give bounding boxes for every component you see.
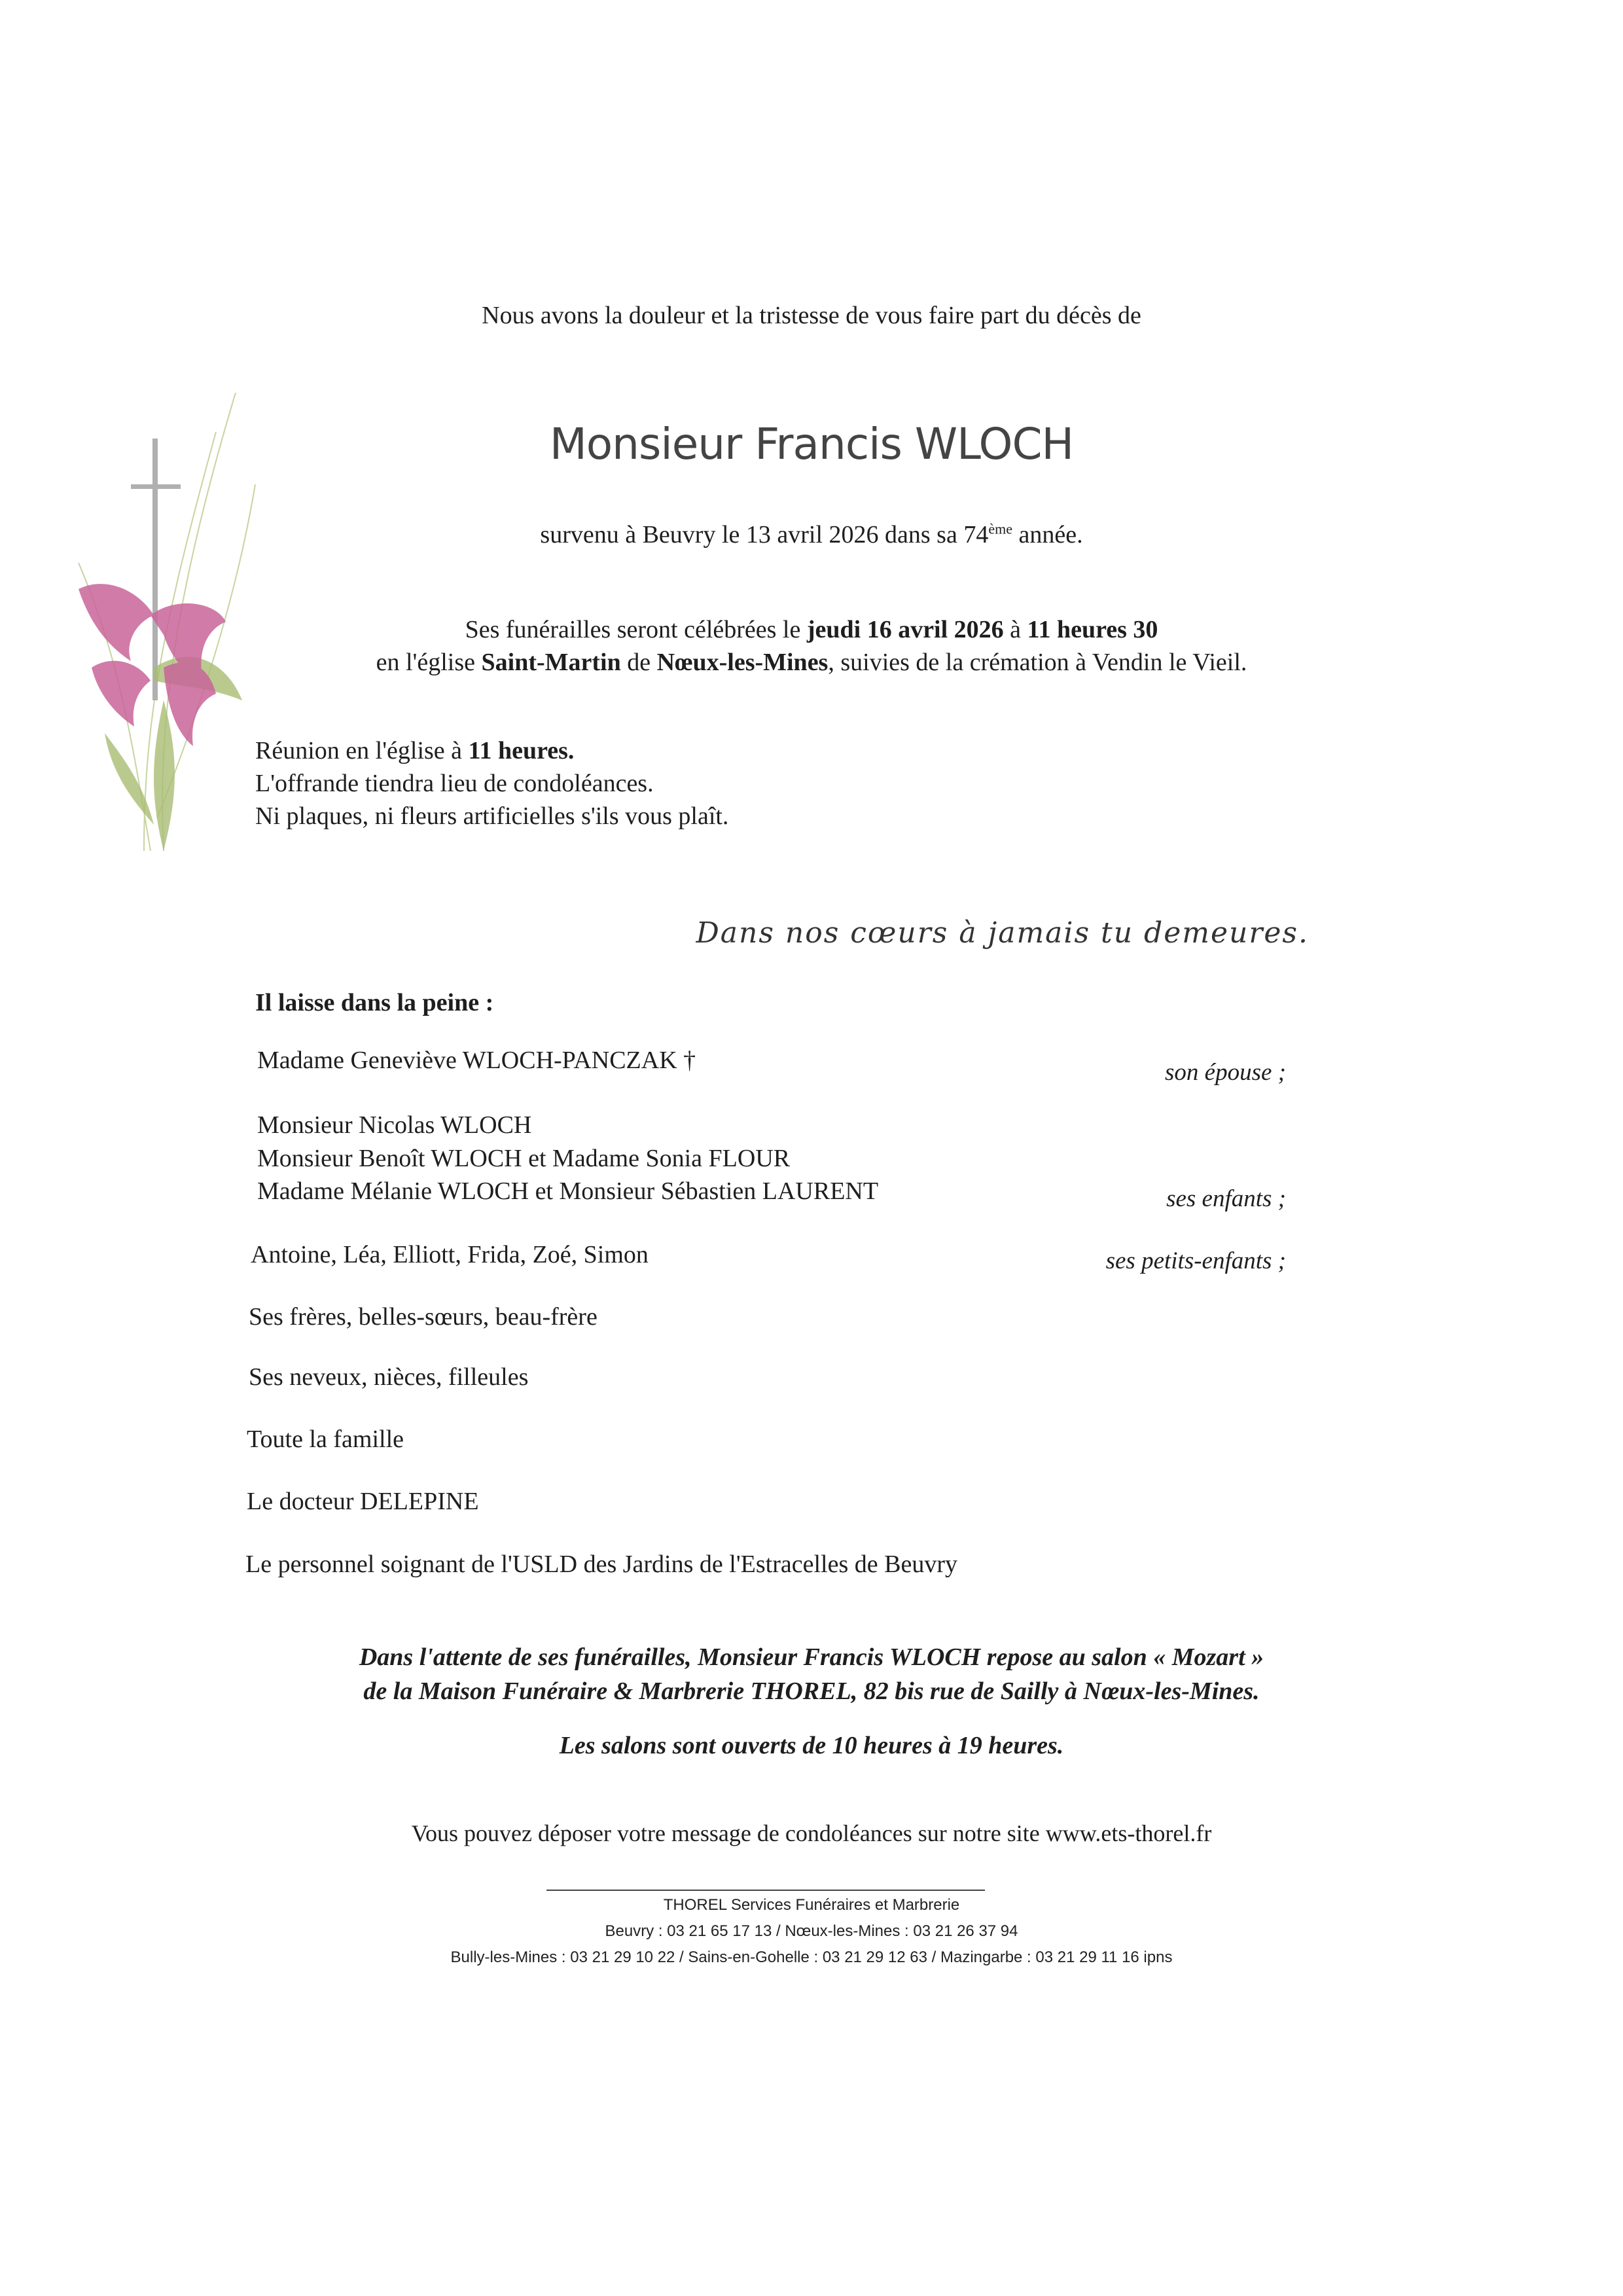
funeral-text: , suivies de la crémation à Vendin le Vieil. <box>828 649 1247 676</box>
church-name: Saint-Martin <box>481 649 621 676</box>
wake-info-line: de la Maison Funéraire & Marbrerie THOREL, 82 bis rue de Sailly à Nœux-les-Mines. <box>363 1677 1260 1705</box>
funeral-text: de <box>620 649 657 676</box>
website-line: Vous pouvez déposer votre message de condoléances sur notre site www.ets-thorel.fr <box>411 1820 1212 1846</box>
funeral-date: jeudi 16 avril 2026 <box>806 616 1004 643</box>
footer-phones: Beuvry : 03 21 65 17 13 / Nœux-les-Mines : 03 21 26 37 94 <box>605 1922 1018 1940</box>
death-superscript: ème <box>988 520 1012 537</box>
grandchildren-names: Antoine, Léa, Elliott, Frida, Zoé, Simon <box>251 1241 649 1268</box>
footer-phones: Bully-les-Mines : 03 21 29 10 22 / Sains-en-Gohelle : 03 21 29 12 63 / Mazingarbe : 03 21 29 11 16 ipns <box>450 1948 1173 1966</box>
funeral-line-2 <box>0 648 1623 677</box>
intro-text: Nous avons la douleur et la tristesse de vous faire part du décès de <box>482 302 1141 329</box>
mourner-line: Le personnel soignant de l'USLD des Jardins de l'Estracelles de Beuvry <box>245 1551 957 1578</box>
footer-divider <box>546 1890 985 1891</box>
funeral-text: Ses funérailles seront célébrées le <box>465 616 807 643</box>
death-text-end: année. <box>1012 521 1083 548</box>
mourner-line: Ses neveux, nièces, filleules <box>249 1363 529 1391</box>
child-name: Monsieur Nicolas WLOCH <box>257 1111 532 1139</box>
children-relation: ses enfants ; <box>1166 1185 1286 1212</box>
wake-info-line: Dans l'attente de ses funérailles, Monsieur Francis WLOCH repose au salon « Mozart » <box>359 1643 1264 1671</box>
mourner-line: Toute la famille <box>247 1426 404 1453</box>
town-name: Nœux-les-Mines <box>656 649 829 676</box>
funeral-text: à <box>1003 616 1027 643</box>
spouse-name: Madame Geneviève WLOCH-PANCZAK † <box>257 1047 696 1074</box>
funeral-line-1 <box>0 615 1623 644</box>
mourners-heading: Il laisse dans la peine : <box>255 989 494 1016</box>
child-name: Madame Mélanie WLOCH et Monsieur Sébastien LAURENT <box>257 1177 879 1205</box>
funeral-time: 11 heures 30 <box>1027 616 1158 643</box>
grandchildren-relation: ses petits-enfants ; <box>1105 1247 1286 1274</box>
no-flowers-text: Ni plaques, ni fleurs artificielles s'ils vous plaît. <box>255 802 729 830</box>
gathering-time: 11 heures. <box>468 737 575 764</box>
motto: Dans nos cœurs à jamais tu demeures. <box>696 916 1309 950</box>
footer-company: THOREL Services Funéraires et Marbrerie <box>663 1896 960 1914</box>
mourner-line: Le docteur DELEPINE <box>247 1488 479 1515</box>
gathering-text <box>255 736 574 765</box>
death-announcement <box>0 520 1623 549</box>
death-text: survenu à Beuvry le 13 avril 2026 dans sa 74 <box>540 521 989 548</box>
salon-hours: Les salons sont ouverts de 10 heures à 19 heures. <box>559 1732 1064 1759</box>
mourner-line: Ses frères, belles-sœurs, beau-frère <box>249 1303 597 1331</box>
gathering-label: Réunion en l'église à <box>255 737 469 764</box>
child-name: Monsieur Benoît WLOCH et Madame Sonia FLOUR <box>257 1145 791 1172</box>
deceased-name: Monsieur Francis WLOCH <box>549 419 1074 469</box>
spouse-relation: son épouse ; <box>1165 1059 1286 1086</box>
funeral-text: en l'église <box>376 649 482 676</box>
offering-text: L'offrande tiendra lieu de condoléances. <box>255 770 654 797</box>
